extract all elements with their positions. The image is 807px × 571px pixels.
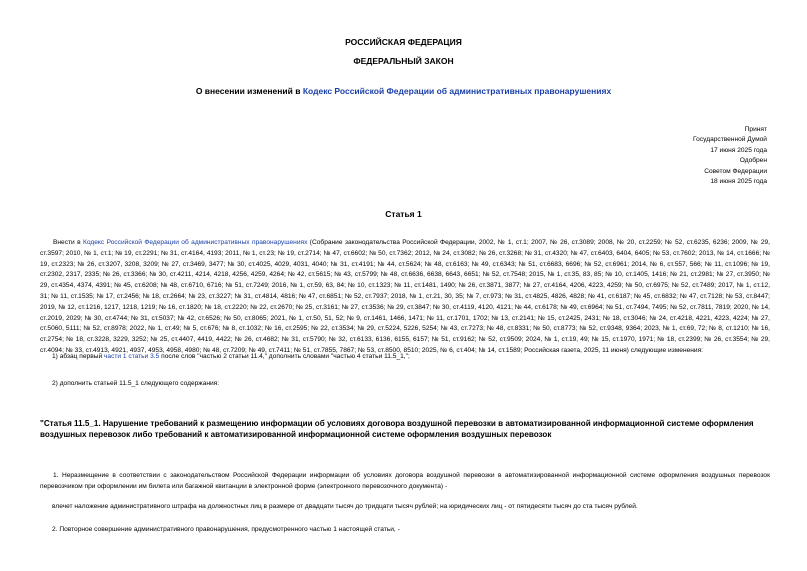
- adoption-line: Государственной Думой: [693, 136, 767, 144]
- law-title: [0, 86, 807, 96]
- article-intro-paragraph: [40, 238, 770, 357]
- item1-prefix: 1) абзац первый: [52, 353, 104, 360]
- adoption-line: 18 июня 2025 года: [710, 178, 767, 186]
- article-3-5-link[interactable]: части 1 статьи 3.5: [103, 353, 160, 360]
- federation-title: РОССИЙСКАЯ ФЕДЕРАЦИЯ: [345, 37, 462, 47]
- article-part-1: 1. Неразмещение в соответствии с законодательством Российской Федерации информации об условиях договора воздушной перевозки в автоматизированной информационной системе оформления воздушных перевозок перевозчиком при оформлении им билета или багажной квитанции в электронной форме (электронного перевозочного документа) -: [40, 472, 770, 490]
- law-title-link[interactable]: Кодекс Российской Федерации об административных правонарушениях: [302, 86, 612, 96]
- adoption-line: Принят: [744, 126, 767, 133]
- law-type-title: ФЕДЕРАЛЬНЫЙ ЗАКОН: [353, 56, 454, 66]
- article-part-1-penalty: влечет наложение административного штрафа на должностных лиц в размере от двадцати тысяч до тридцати тысяч рублей; на юридических лиц - от пятидесяти тысяч до ста тысяч рублей.: [52, 503, 638, 510]
- adoption-block: [607, 125, 767, 187]
- adoption-line: 17 июня 2025 года: [710, 146, 767, 154]
- adoption-line: Одобрен: [739, 157, 767, 165]
- intro-prefix: Внести в: [53, 239, 84, 246]
- intro-rest: (Собрание законодательства Российской Федерации, 2002, № 1, ст.1; 2007, № 26, ст.3089; 2008, № 20, ст.2259; № 52, ст.6235, 6236; 2009, № 29, ст.3597; 2010, № 1, ст.1; № 19, ст.2291; № 31, ст.4164, 4193; 2011, № 1, ст.23; № 19, ст.2714; № 47, ст.6602; № 50, ст.7362; 2012, № 24, ст.3082; № 26, ст.3268; № 31, ст.4320; № 47, ст.6403, 6404, 6405; № 53, ст.7602; 2013, № 14, ст.1666; № 19, ст.2323; № 26, ст.3207, 3208, 3209; № 27, ст.3469, 3477; № 30, ст.4025, 4029, 4031, 4040; № 31, ст.4191; № 44, ст.5624; № 48, ст.6163; № 49, ст.6343; № 51, ст.6683, 6696; № 52, ст.6961; 2014, № 6, ст.557, 566; № 11, ст.1096; № 19, ст.2302, 2317, 2335; № 26, ст.3366; № 30, ст.4211, 4214, 4218, 4256, 4259, 4264; № 42, ст.5615; № 43, ст.5799; № 48, ст.6636, 6638, 6643, 6651; № 52, ст.7548; 2015, № 1, ст.35, 83, 85; № 10, ст.1405, 1416; № 21, ст.2981; № 27, ст.3950; № 29, ст.4354, 4374, 4391; № 45, ст.6208; № 48, ст.6710, 6716; № 51, ст.7249; 2016, № 1, ст.59, 63, 84; № 10, ст.1323; № 11, ст.1481, 1490; № 26, ст.3871, 3877; № 27, ст.4164, 4206, 4223, 4259; № 50, ст.6975; № 52, ст.7489; 2017, № 1, ст.12, 31; № 11, ст.1535; № 17, ст.2456; № 18, ст.2664; № 23, ст.3227; № 31, ст.4814, 4816; № 47, ст.6851; № 52, ст.7937; 2018, № 1, ст.21, 30, 35; № 7, ст.973; № 31, ст.4825, 4826, 4828; № 41, ст.6187; № 45, ст.6832; № 47, ст.7128; № 53, ст.8447; 2019, № 12, ст.1216, 1217, 1218, 1219; № 16, ст.1820; № 18, ст.2220; № 22, ст.2670; № 25, ст.3161; № 27, ст.3536; № 29, ст.3847; № 30, ст.4119, 4120, 4121; № 44, ст.6178; № 49, ст.6964; № 51, ст.7494, 7495; № 52, ст.7811, 7819; 2020, № 14, ст.2019, 2029; № 30, ст.4744; № 31, ст.5037; № 42, ст.6526; № 50, ст.8065; 2021, № 1, ст.50, 51, 52; № 9, ст.1461, 1466, 1471; № 11, ст.1701, 1702; № 13, ст.2141; № 15, ст.2425, 2431; № 18, ст.3046; № 24, ст.4218, 4221, 4223, 4224; № 27, ст.5060, 5111; № 52, ст.8978; 2022, № 1, ст.49; № 5, ст.676; № 8, ст.1032; № 16, ст.2595; № 22, ст.3534; № 29, ст.5224, 5226, 5254; № 43, ст.7273; № 48, ст.8331; № 50, ст.8773; № 52, ст.9348, 9364; 2023, № 1, ст.69, 72; № 8, ст.1210; № 16, ст.2754; № 18, ст.3228, 3229, 3252; № 25, ст.4407, 4419, 4422; № 26, ст.4682; № 31, ст.5790; № 32, ст.6133, 6136, 6155, 6157; № 51, ст.9162; № 52, ст.9509; 2024, № 1, ст.19, 49; № 15, ст.1970, 1971; № 18, ст.2399; № 26, ст.3554; № 29, ст.4094; № 33, ст.4913, 4921, 4937, 4953, 4958, 4980; № 48, ст.7209; № 49, ст.7411; № 51, ст.7855, 7867; № 53, ст.8500, 8510; 2025, № 6, ст.404; № 14, ст.1589; Российская газета, 2025, 11 июня) следующие изменения:: [40, 239, 770, 354]
- adoption-line: Советом Федерации: [704, 167, 767, 175]
- article-part-2: 2. Повторное совершение административного правонарушения, предусмотренного частью 1 настоящей статьи, -: [52, 526, 400, 533]
- amendment-item-1: [52, 352, 770, 363]
- new-article-heading: "Статья 11.5_1. Нарушение требований к размещению информации об условиях договора воздушной перевозки в автоматизированной информационной системе оформления воздушных перевозок либо требований к автоматизированной информационной системе оформления воздушных перевозок: [40, 419, 754, 439]
- code-link[interactable]: Кодекс Российской Федерации об административных правонарушениях: [83, 239, 308, 246]
- item1-rest: после слов "частью 2 статьи 11.4," дополнить словами "частью 4 статьи 11.5_1,";: [159, 353, 410, 360]
- amendment-item-2: 2) дополнить статьей 11.5_1 следующего содержания:: [52, 380, 220, 387]
- article-title: Статья 1: [385, 209, 422, 219]
- law-title-prefix: О внесении изменений в: [195, 86, 303, 96]
